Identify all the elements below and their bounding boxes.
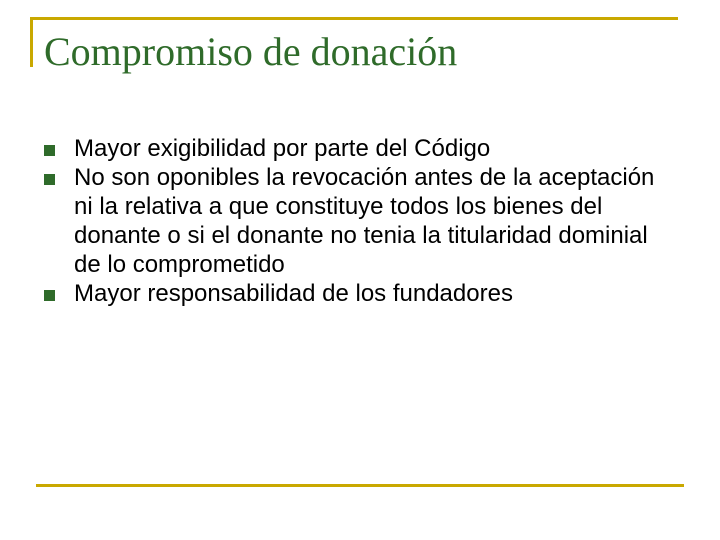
left-frame-line [30, 17, 33, 67]
bullet-item [44, 279, 664, 308]
square-bullet-icon [44, 290, 55, 301]
bullet-item [44, 134, 664, 163]
bullet-text: No son oponibles la revocación antes de la aceptación ni la relativa a que constituye todos los bienes del donante o si el donante no tenia la titularidad dominial de lo comprometido [74, 164, 655, 278]
square-bullet-icon [44, 174, 55, 185]
top-frame-line [30, 17, 678, 20]
bottom-frame-line [36, 484, 684, 487]
bullet-list [44, 134, 664, 308]
bullet-item [44, 163, 664, 279]
bullet-text: Mayor exigibilidad por parte del Código [74, 135, 491, 162]
slide-title: Compromiso de donación [44, 29, 458, 74]
square-bullet-icon [44, 145, 55, 156]
bullet-text: Mayor responsabilidad de los fundadores [74, 280, 513, 307]
